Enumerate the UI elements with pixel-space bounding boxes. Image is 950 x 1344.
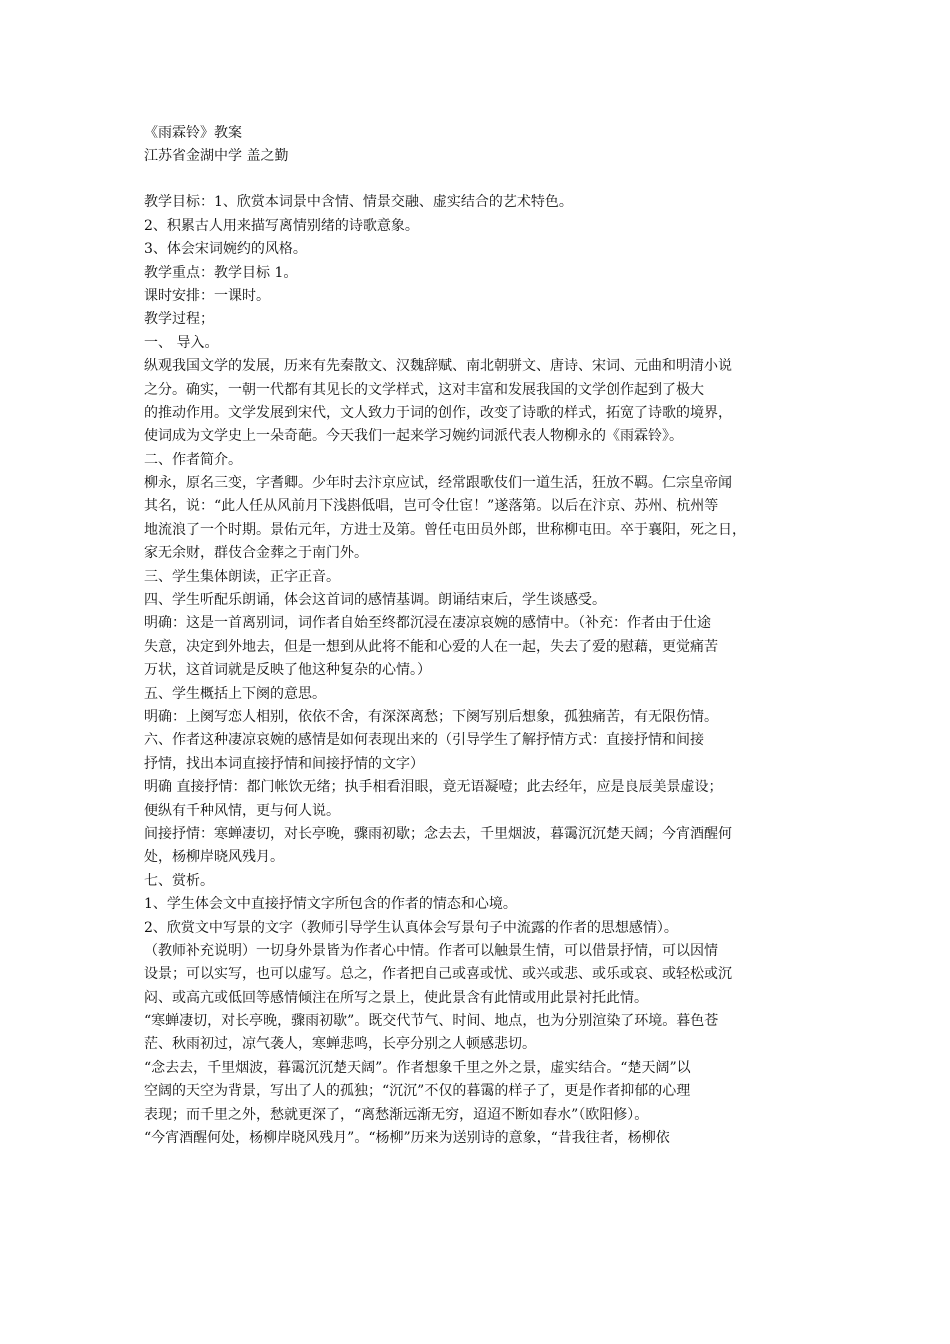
text-line: “今宵酒醒何处，杨柳岸晓风残月”。“杨柳”历来为送别诗的意象，“昔我往者，杨柳依 (144, 1130, 670, 1147)
text-line: 三、学生集体朗读，正字正音。 (144, 568, 340, 585)
text-line: 便纵有千种风情，更与何人说。 (144, 802, 340, 819)
text-line: “寒蝉凄切，对长亭晚，骤雨初歇”。既交代节气、时间、地点，也为分别渲染了环境。暮色苍 (144, 1013, 719, 1030)
text-line: 柳永，原名三变，字耆卿。少年时去汴京应试，经常跟歌伎们一道生活，狂放不羁。仁宗皇帝闻 (144, 475, 732, 492)
text-line: 2、积累古人用来描写离情别绪的诗歌意象。 (144, 217, 419, 234)
text-line: 失意，决定到外地去，但是一想到从此将不能和心爱的人在一起，失去了爱的慰藉，更觉痛苦 (144, 638, 718, 655)
text-line: 3、体会宋词婉约的风格。 (144, 241, 307, 258)
text-line: （教师补充说明）一切身外景皆为作者心中情。作者可以触景生情，可以借景抒情，可以因情 (144, 942, 718, 959)
document-title: 《雨霖铃》教案 (144, 125, 242, 141)
text-line: 茫、秋雨初过，凉气袭人，寒蝉悲鸣，长亭分别之人顿感悲切。 (144, 1036, 536, 1053)
text-line: 闷、或高亢或低回等感情倾注在所写之景上，使此景含有此情或用此景衬托此情。 (144, 989, 648, 1006)
text-line: 地流浪了一个时期。景佑元年，方进士及第。曾任屯田员外郎，世称柳屯田。卒于襄阳，死之日， (144, 521, 746, 538)
text-line: 一、 导入。 (144, 334, 219, 351)
text-line: 教学过程； (144, 311, 214, 328)
text-line: 使词成为文学史上一朵奇葩。今天我们一起来学习婉约词派代表人物柳永的《雨霖铃》。 (144, 428, 683, 445)
text-line: 抒情，找出本词直接抒情和间接抒情的文字） (144, 755, 424, 772)
document-body (144, 122, 810, 1150)
text-line: 课时安排：一课时。 (144, 287, 270, 304)
blank-line (144, 168, 810, 191)
text-line: 之分。确实，一朝一代都有其见长的文学样式，这对丰富和发展我国的文学创作起到了极大 (144, 381, 704, 398)
text-line: 空阔的天空为背景，写出了人的孤独；“沉沉”不仅的暮霭的样子了，更是作者抑郁的心理 (144, 1083, 691, 1100)
text-line: 的推动作用。文学发展到宋代，文人致力于词的创作，改变了诗歌的样式，拓宽了诗歌的境界， (144, 404, 732, 421)
text-line: 五、学生概括上下阕的意思。 (144, 685, 326, 702)
text-line: 教学目标：1、欣赏本词景中含情、情景交融、虚实结合的艺术特色。 (144, 194, 573, 211)
text-line: 表现；而千里之外，愁就更深了，“离愁渐远渐无穷，迢迢不断如春水”（欧阳修）。 (144, 1106, 649, 1123)
text-line: 其名，说：“此人任从风前月下浅斟低唱，岂可令仕宦！”遂落第。以后在汴京、苏州、杭州等 (144, 498, 719, 515)
text-line: 设景；可以实写，也可以虚写。总之，作者把自己或喜或忧、或兴或悲、或乐或哀、或轻松或沉 (144, 966, 732, 983)
text-line: 间接抒情：寒蝉凄切，对长亭晚，骤雨初歇；念去去，千里烟波，暮霭沉沉楚天阔；今宵酒醒何 (144, 825, 732, 842)
text-line: 明确 直接抒情：都门帐饮无绪；执手相看泪眼，竟无语凝噎；此去经年，应是良辰美景虚设； (144, 779, 723, 796)
author-line: 江苏省金湖中学 盖之勤 (144, 148, 289, 164)
document-lines (144, 168, 810, 1150)
text-line: 教学重点：教学目标 1。 (144, 264, 298, 281)
text-line: “念去去，千里烟波，暮霭沉沉楚天阔”。作者想象千里之外之景，虚实结合。“楚天阔”以 (144, 1059, 691, 1076)
text-line: 纵观我国文学的发展，历来有先秦散文、汉魏辞赋、南北朝骈文、唐诗、宋词、元曲和明清小说 (144, 358, 732, 375)
text-line: 七、赏析。 (144, 872, 214, 889)
text-line: 二、作者简介。 (144, 451, 242, 468)
text-line: 明确：这是一首离别词，词作者自始至终都沉浸在凄凉哀婉的感情中。（补充：作者由于仕途 (144, 615, 711, 632)
text-line: 四、学生听配乐朗诵，体会这首词的感情基调。朗诵结束后，学生谈感受。 (144, 592, 606, 609)
text-line: 六、作者这种凄凉哀婉的感情是如何表现出来的（引导学生了解抒情方式：直接抒情和间接 (144, 732, 704, 749)
text-line: 2、欣赏文中写景的文字（教师引导学生认真体会写景句子中流露的作者的思想感情）。 (144, 919, 678, 936)
text-line: 明确：上阕写恋人相别，依依不舍，有深深离愁；下阕写别后想象，孤独痛苦，有无限伤情。 (144, 708, 718, 725)
text-line: 万状，这首词就是反映了他这种复杂的心情。） (144, 662, 431, 679)
text-line: 处，杨柳岸晓风残月。 (144, 849, 284, 866)
text-line: 1、学生体会文中直接抒情文字所包含的作者的情态和心境。 (144, 896, 517, 913)
text-line: 家无余财，群伎合金葬之于南门外。 (144, 545, 368, 562)
